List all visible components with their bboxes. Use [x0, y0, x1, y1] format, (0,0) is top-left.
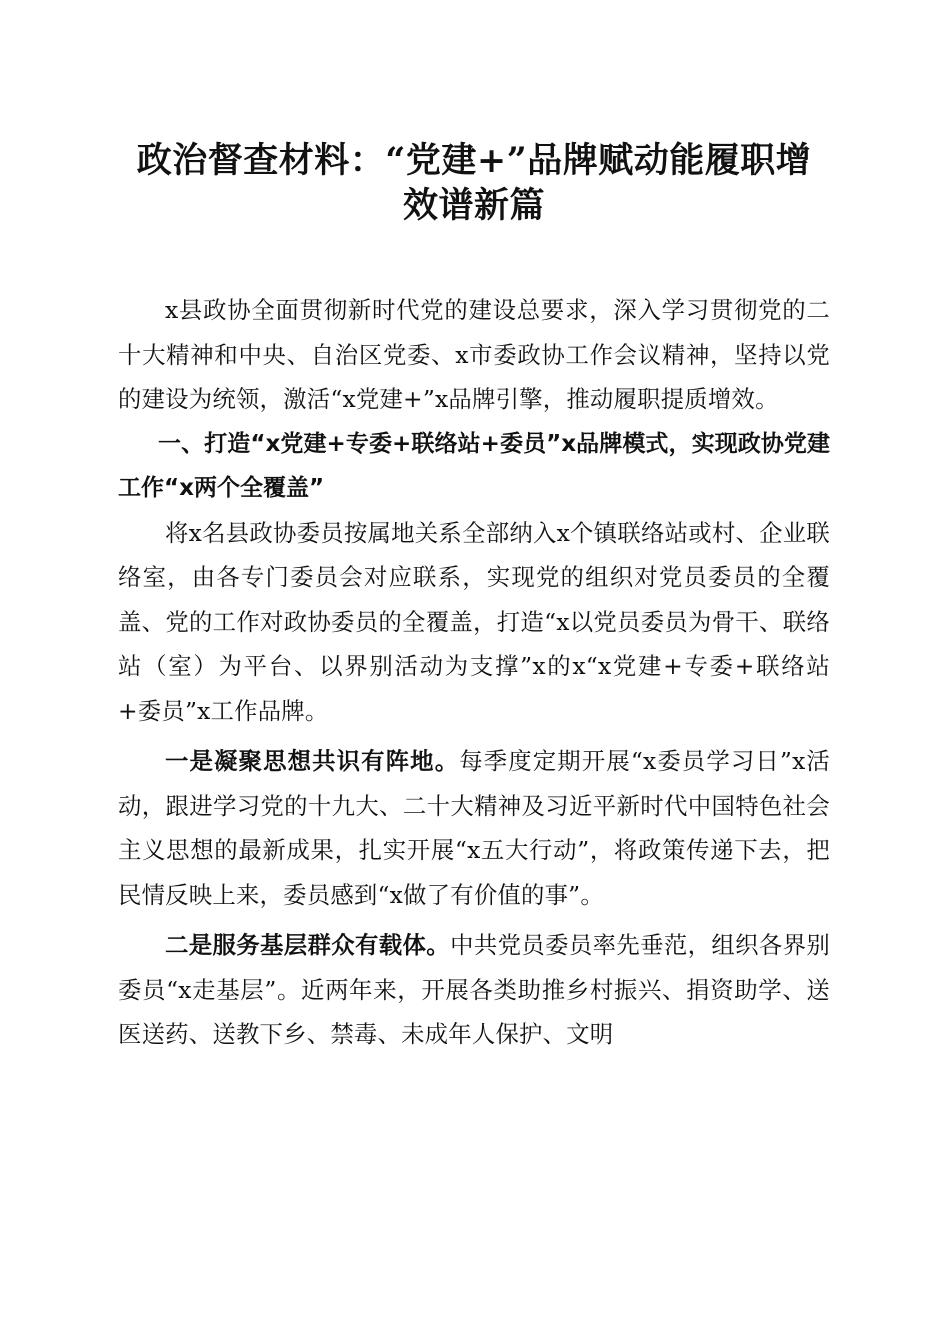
intro-paragraph: x县政协全面贯彻新时代党的建设总要求，深入学习贯彻党的二十大精神和中央、自治区党委、x市委政协工作会议精神，坚持以党的建设为统领，激活“x党建+”x品牌引擎，推动履职提质增效。: [118, 296, 830, 413]
document-title: [118, 138, 830, 228]
point-1-body: 每季度定期开展“x委员学习日”x活动，跟进学习党的十九大、二十大精神及习近平新时代中国特色社会主义思想的最新成果，扎实开展“x五大行动”，将政策传递下去，把民情反映上来，委员感到“x做了有价值的事”。: [118, 747, 831, 909]
point-2-lead: 二是服务基层群众有载体。: [165, 931, 451, 959]
document-page: [118, 138, 830, 1057]
section-1-paragraph: 将x名县政协委员按属地关系全部纳入x个镇联络站或村、企业联络室，由各专门委员会对应联系，实现党的组织对党员委员的全覆盖、党的工作对政协委员的全覆盖，打造“x以党员委员为骨干、联络站（室）为平台、以界别活动为支撑”x的x“x党建+专委+联络站+委员”x工作品牌。: [118, 518, 830, 725]
point-1-paragraph: [118, 739, 830, 917]
title-line-1: 政治督查材料：“党建+”品牌赋动能履职增: [136, 140, 812, 181]
title-line-2: 效谱新篇: [402, 185, 545, 226]
section-1-heading: 一、打造“x党建+专委+联络站+委员”x品牌模式，实现政协党建工作“x两个全覆盖”: [118, 430, 830, 501]
point-2-paragraph: [118, 923, 830, 1057]
point-1-lead: 一是凝聚思想共识有阵地。: [165, 747, 460, 775]
point-2-body: 中共党员委员率先垂范，组织各界别委员“x走基层”。近两年来，开展各类助推乡村振兴、捐资助学、送医送药、送教下乡、禁毒、未成年人保护、文明: [118, 931, 831, 1048]
document-body: [118, 288, 830, 1057]
